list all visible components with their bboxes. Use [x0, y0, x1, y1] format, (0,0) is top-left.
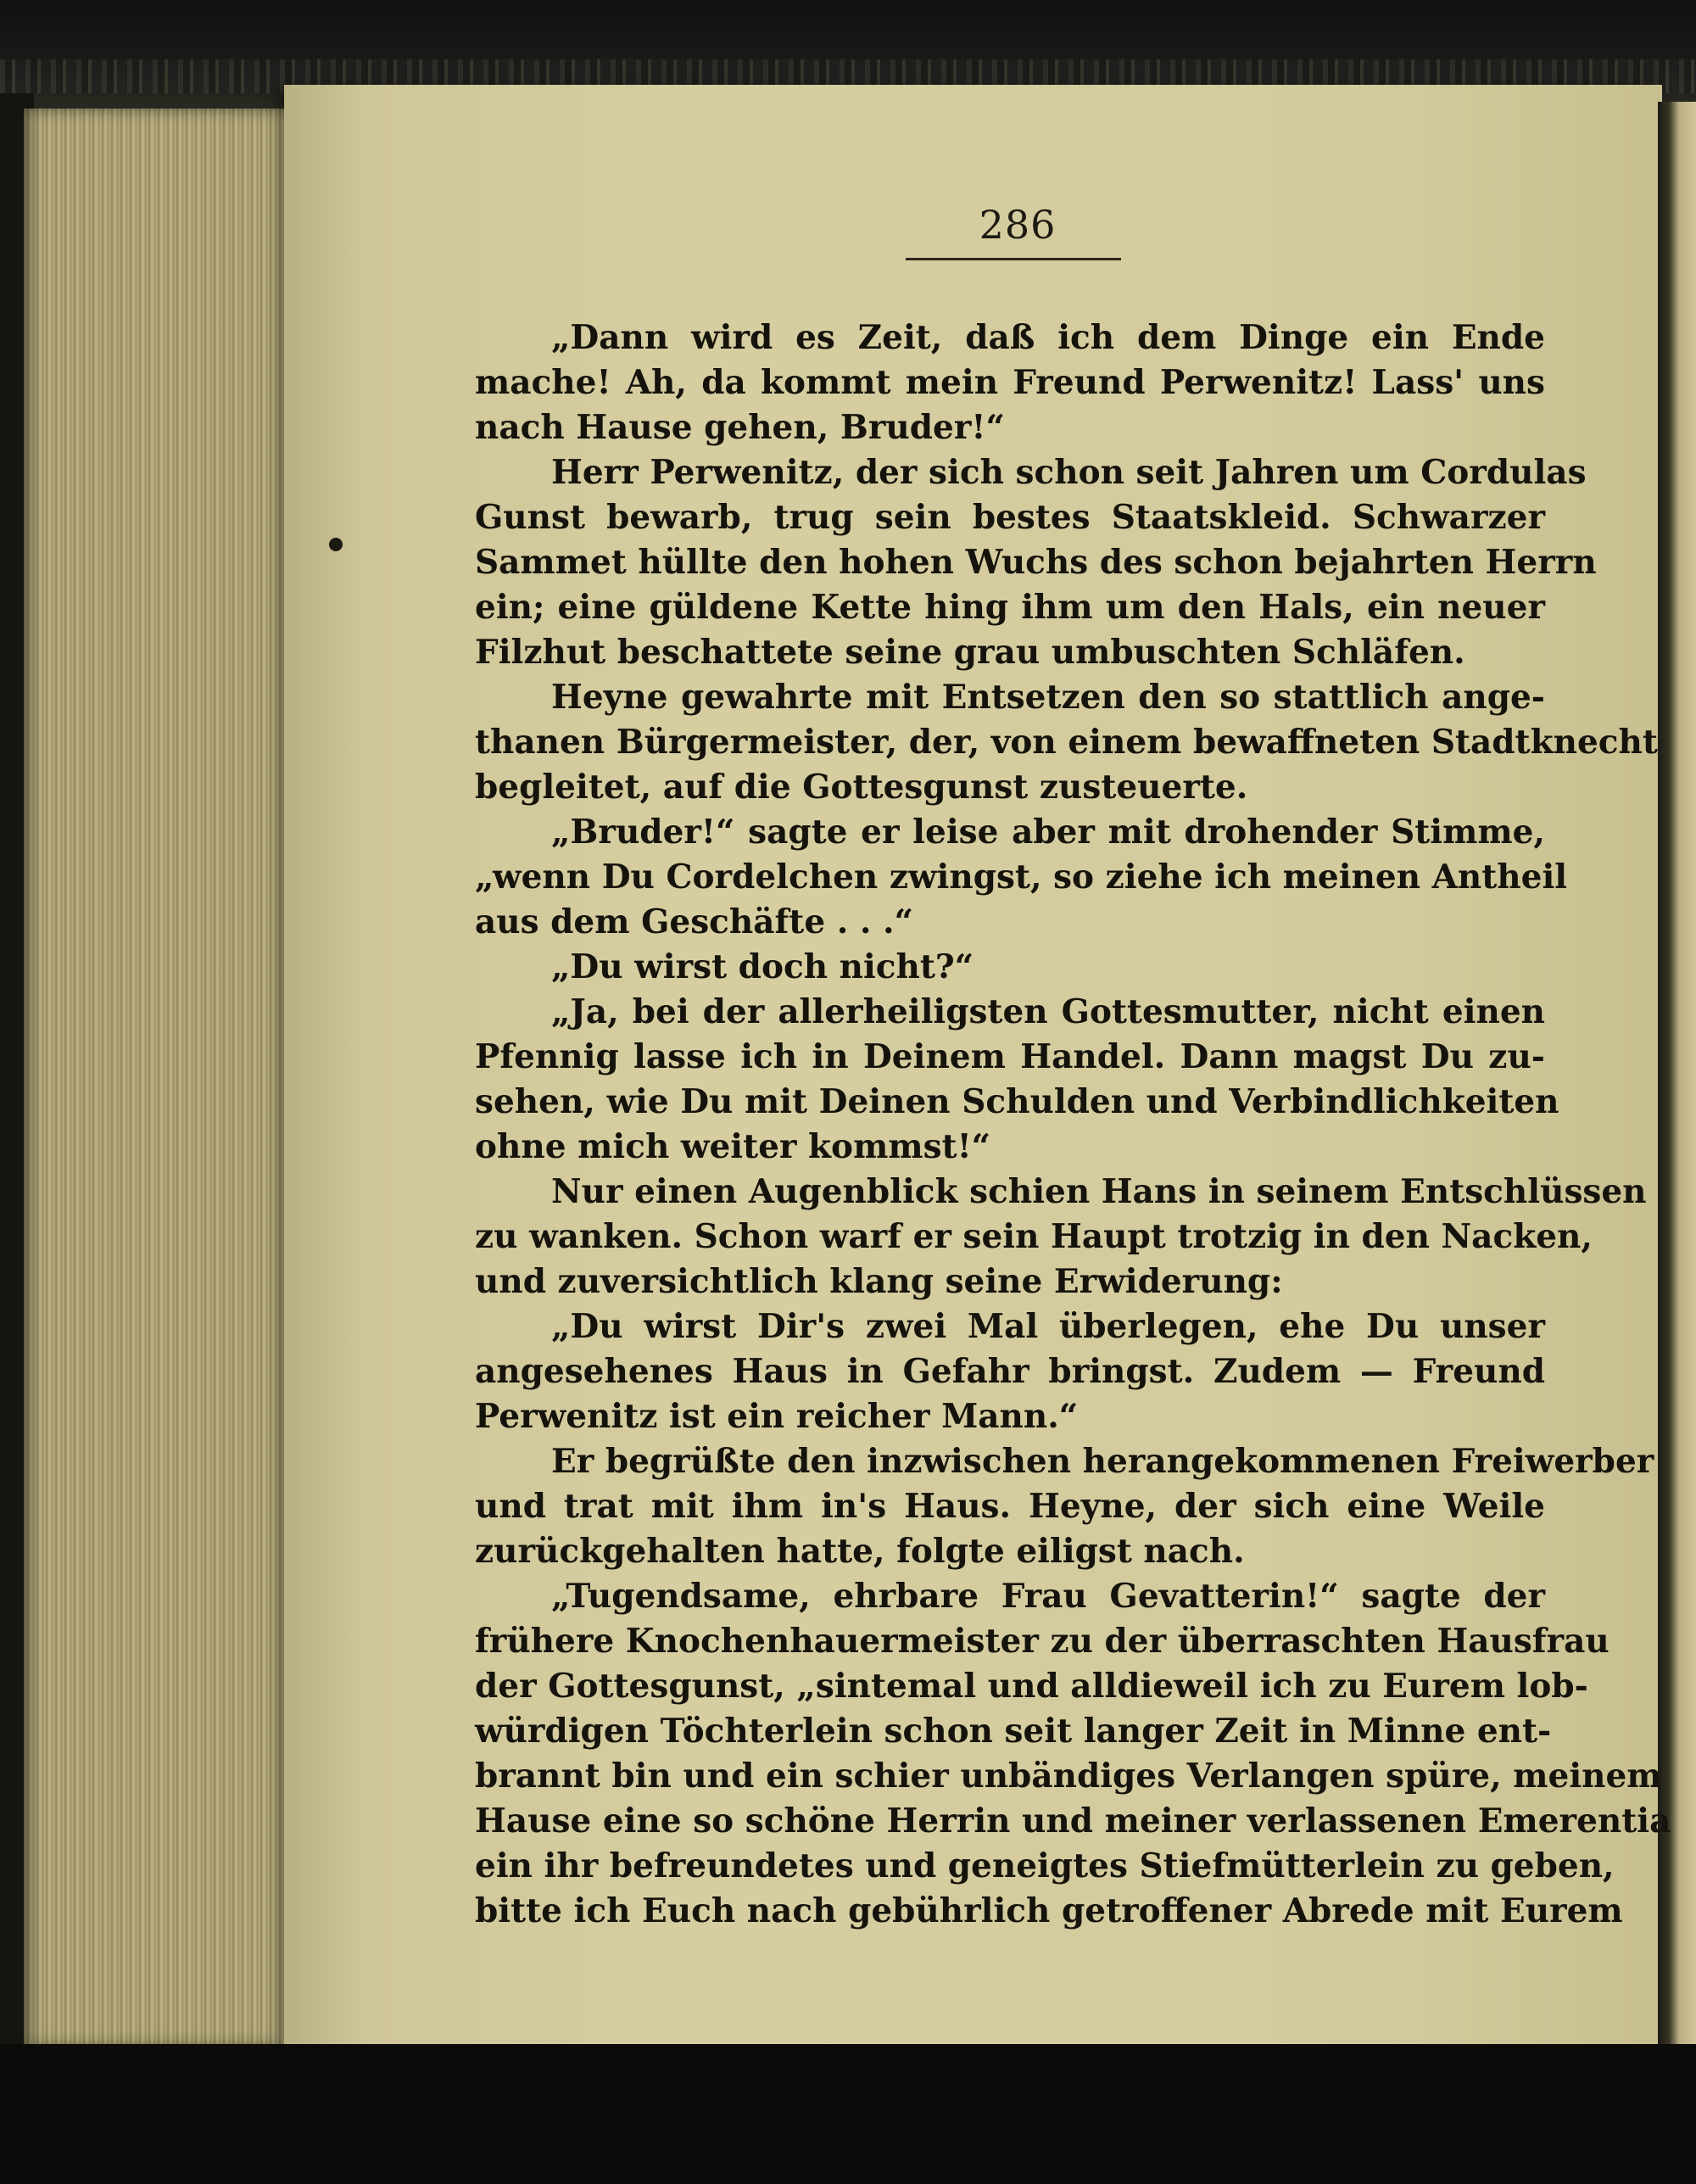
- text-line: Pfennig lasse ich in Deinem Handel. Dann magst Du zu-: [475, 1037, 1545, 1076]
- text-line: mache! Ah, da kommt mein Freund Perwenitz! Lass' uns: [475, 363, 1545, 402]
- text-line: zurückgehalten hatte, folgte eiligst nach.: [475, 1532, 1245, 1571]
- text-line: „Dann wird es Zeit, daß ich dem Dinge ein Ende: [551, 318, 1545, 357]
- text-line: aus dem Geschäfte . . .“: [475, 902, 914, 941]
- text-line: begleitet, auf die Gottesgunst zusteuerte.: [475, 768, 1248, 807]
- text-line: ein ihr befreundetes und geneigtes Stiefmütterlein zu geben,: [475, 1846, 1615, 1885]
- text-line: zu wanken. Schon warf er sein Haupt trotzig in den Nacken,: [475, 1217, 1593, 1256]
- text-line: „Ja, bei der allerheiligsten Gottesmutter, nicht einen: [551, 992, 1545, 1031]
- text-line: ohne mich weiter kommst!“: [475, 1127, 991, 1166]
- text-line: Nur einen Augenblick schien Hans in seinem Entschlüssen: [551, 1172, 1647, 1211]
- text-line: „Du wirst Dir's zwei Mal überlegen, ehe Du unser: [551, 1307, 1545, 1346]
- text-line: Perwenitz ist ein reicher Mann.“: [475, 1397, 1079, 1436]
- text-line: brannt bin und ein schier unbändiges Verlangen spüre, meinem: [475, 1757, 1662, 1796]
- text-line: Er begrüßte den inzwischen herangekommenen Freiwerber: [551, 1442, 1654, 1481]
- text-line: Filzhut beschattete seine grau umbuschten Schläfen.: [475, 633, 1465, 672]
- text-line: ein; eine güldene Kette hing ihm um den Hals, ein neuer: [475, 588, 1545, 627]
- text-line: und zuversichtlich klang seine Erwiderung:: [475, 1262, 1283, 1301]
- text-line: sehen, wie Du mit Deinen Schulden und Verbindlichkeiten: [475, 1082, 1559, 1121]
- page-number: 286: [979, 202, 1057, 248]
- text-line: angesehenes Haus in Gefahr bringst. Zudem — Freund: [475, 1352, 1545, 1391]
- text-line: würdigen Töchterlein schon seit langer Zeit in Minne ent-: [475, 1712, 1552, 1751]
- text-line: Herr Perwenitz, der sich schon seit Jahren um Cordulas: [551, 453, 1587, 492]
- text-line: „Tugendsame, ehrbare Frau Gevatterin!“ sagte der: [551, 1577, 1545, 1616]
- text-line: der Gottesgunst, „sintemal und alldieweil ich zu Eurem lob-: [475, 1667, 1588, 1706]
- text-line: nach Hause gehen, Bruder!“: [475, 408, 1005, 447]
- text-line: Hause eine so schöne Herrin und meiner verlassenen Emerentia: [475, 1801, 1671, 1840]
- text-line: „wenn Du Cordelchen zwingst, so ziehe ich meinen Antheil: [475, 857, 1568, 897]
- text-line: „Du wirst doch nicht?“: [551, 947, 974, 986]
- text-line: „Bruder!“ sagte er leise aber mit drohender Stimme,: [551, 813, 1545, 852]
- text-line: Sammet hüllte den hohen Wuchs des schon bejahrten Herrn: [475, 543, 1597, 582]
- text-line: frühere Knochenhauermeister zu der überraschten Hausfrau: [475, 1622, 1610, 1661]
- text-line: Gunst bewarb, trug sein bestes Staatskleid. Schwarzer: [475, 498, 1545, 537]
- text-line: thanen Bürgermeister, der, von einem bewaffneten Stadtknecht: [475, 723, 1658, 762]
- text-line: bitte ich Euch nach gebührlich getroffener Abrede mit Eurem: [475, 1891, 1623, 1930]
- text-line: Heyne gewahrte mit Entsetzen den so stattlich ange-: [551, 678, 1545, 717]
- text-line: und trat mit ihm in's Haus. Heyne, der sich eine Weile: [475, 1487, 1545, 1526]
